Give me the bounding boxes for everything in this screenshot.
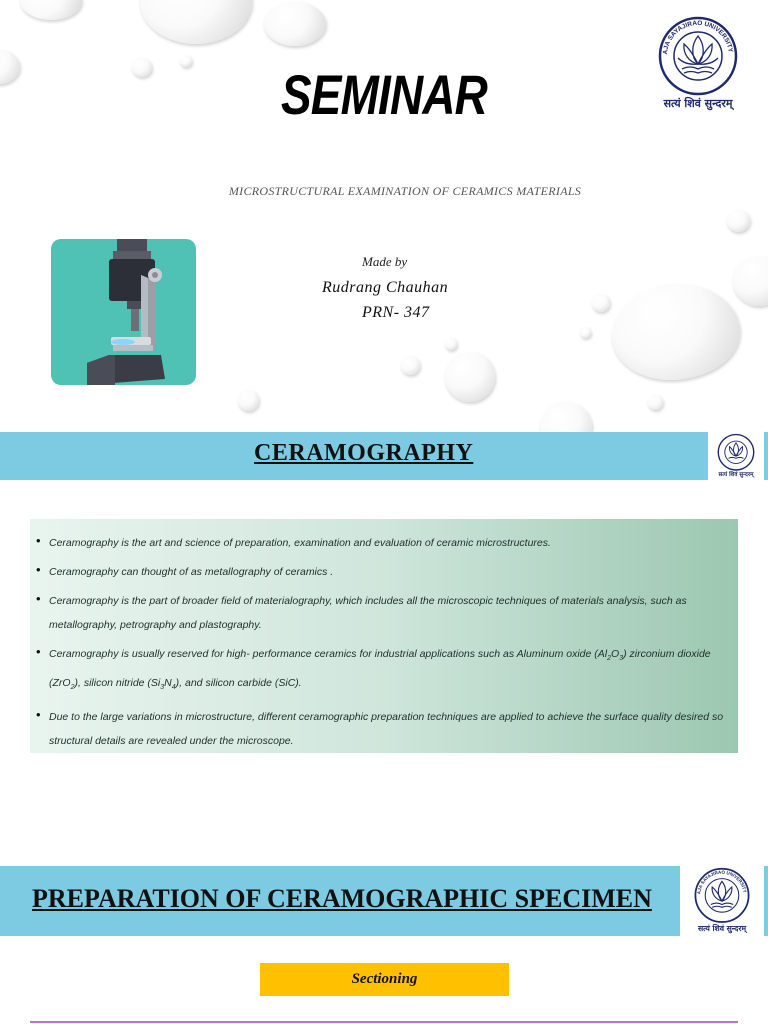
bullet-item [30, 531, 724, 555]
water-drop [264, 2, 326, 46]
bullet-text: N [164, 677, 172, 690]
subscript: 2 [70, 684, 75, 692]
university-logo-medium [680, 866, 764, 936]
subscript: 3 [160, 684, 165, 692]
water-drop [540, 402, 592, 432]
microscope-illustration [51, 239, 196, 385]
slide-title: SEMINAR [280, 63, 487, 126]
title-slide [0, 0, 768, 432]
author-name: Rudrang Chauhan [322, 279, 449, 296]
slide-subtitle: MICROSTRUCTURAL EXAMINATION OF CERAMICS MATERIALS [228, 184, 582, 198]
bullet-text: Ceramography is the part of broader field of materialography, which includes all the microscopic techniques of materials analysis, such as metallography, petrography and plastography. [49, 595, 687, 631]
water-drop [580, 327, 591, 338]
bullet-text: Ceramography is usually reserved for high- performance ceramics for industrial applications such as Aluminum oxide (Al [49, 648, 608, 660]
bullet-text: ), silicon nitride (Si [74, 677, 161, 690]
subscript: 2 [607, 655, 612, 663]
logo-motto-small: सत्यं शिवं सुन्दरम् [718, 472, 754, 479]
bullet-text: Due to the large variations in microstructure, different ceramographic preparation techniques are applied to achieve the surface quality desired so structural details are revealed under the microscope. [49, 711, 724, 748]
bullet-item [30, 589, 724, 637]
bullet-list [30, 519, 738, 753]
university-logo [638, 14, 758, 114]
water-drop [140, 0, 252, 44]
bullet-item [30, 705, 724, 753]
subscript: 4 [171, 684, 176, 692]
logo-arc-text: AJA SAYAJIRAO UNIVERSITY [661, 19, 734, 55]
preparation-title [32, 884, 680, 914]
ceramography-content [30, 519, 738, 753]
water-drop [445, 338, 457, 350]
ceramography-title: CERAMOGRAPHY [254, 440, 474, 466]
made-by-label: Made by [362, 254, 408, 269]
water-drop [20, 0, 82, 20]
logo-motto: सत्यं शिवं सुन्दरम् [663, 97, 733, 110]
bullet-text: O [611, 648, 620, 660]
prn-number: PRN- 347 [362, 304, 430, 321]
water-drop [592, 294, 610, 312]
logo-arc-text-medium: AJA SAYAJIRAO UNIVERSITY [696, 869, 748, 895]
sectioning-label: Sectioning [260, 963, 509, 996]
bullet-text: ), and silicon carbide (SiC). [175, 677, 302, 690]
subscript: 3 [619, 655, 624, 663]
bullet-text: Ceramography can thought of as metallography of ceramics . [49, 566, 334, 578]
water-drop [401, 356, 420, 375]
logo-motto-medium: सत्यं शिवं सुन्दरम् [697, 924, 747, 934]
water-drop [445, 352, 495, 402]
bullet-item [30, 560, 724, 584]
water-drop [238, 390, 259, 411]
water-drop [733, 256, 768, 306]
divider-line [30, 1021, 738, 1023]
university-logo-small [708, 432, 764, 480]
bullet-item [30, 642, 724, 700]
water-drop [727, 210, 750, 232]
water-drop [612, 284, 740, 380]
microscope-icon [51, 239, 196, 385]
bullet-text: Ceramography is the art and science of preparation, examination and evaluation of ceramic microstructures. [49, 537, 551, 549]
bullet-text: ) zirconium dioxide (ZrO [49, 648, 711, 690]
water-drop [648, 395, 663, 410]
preparation-title-text: PREPARATION OF CERAMOGRAPHIC SPECIMEN [32, 884, 652, 913]
water-drop [0, 50, 20, 84]
